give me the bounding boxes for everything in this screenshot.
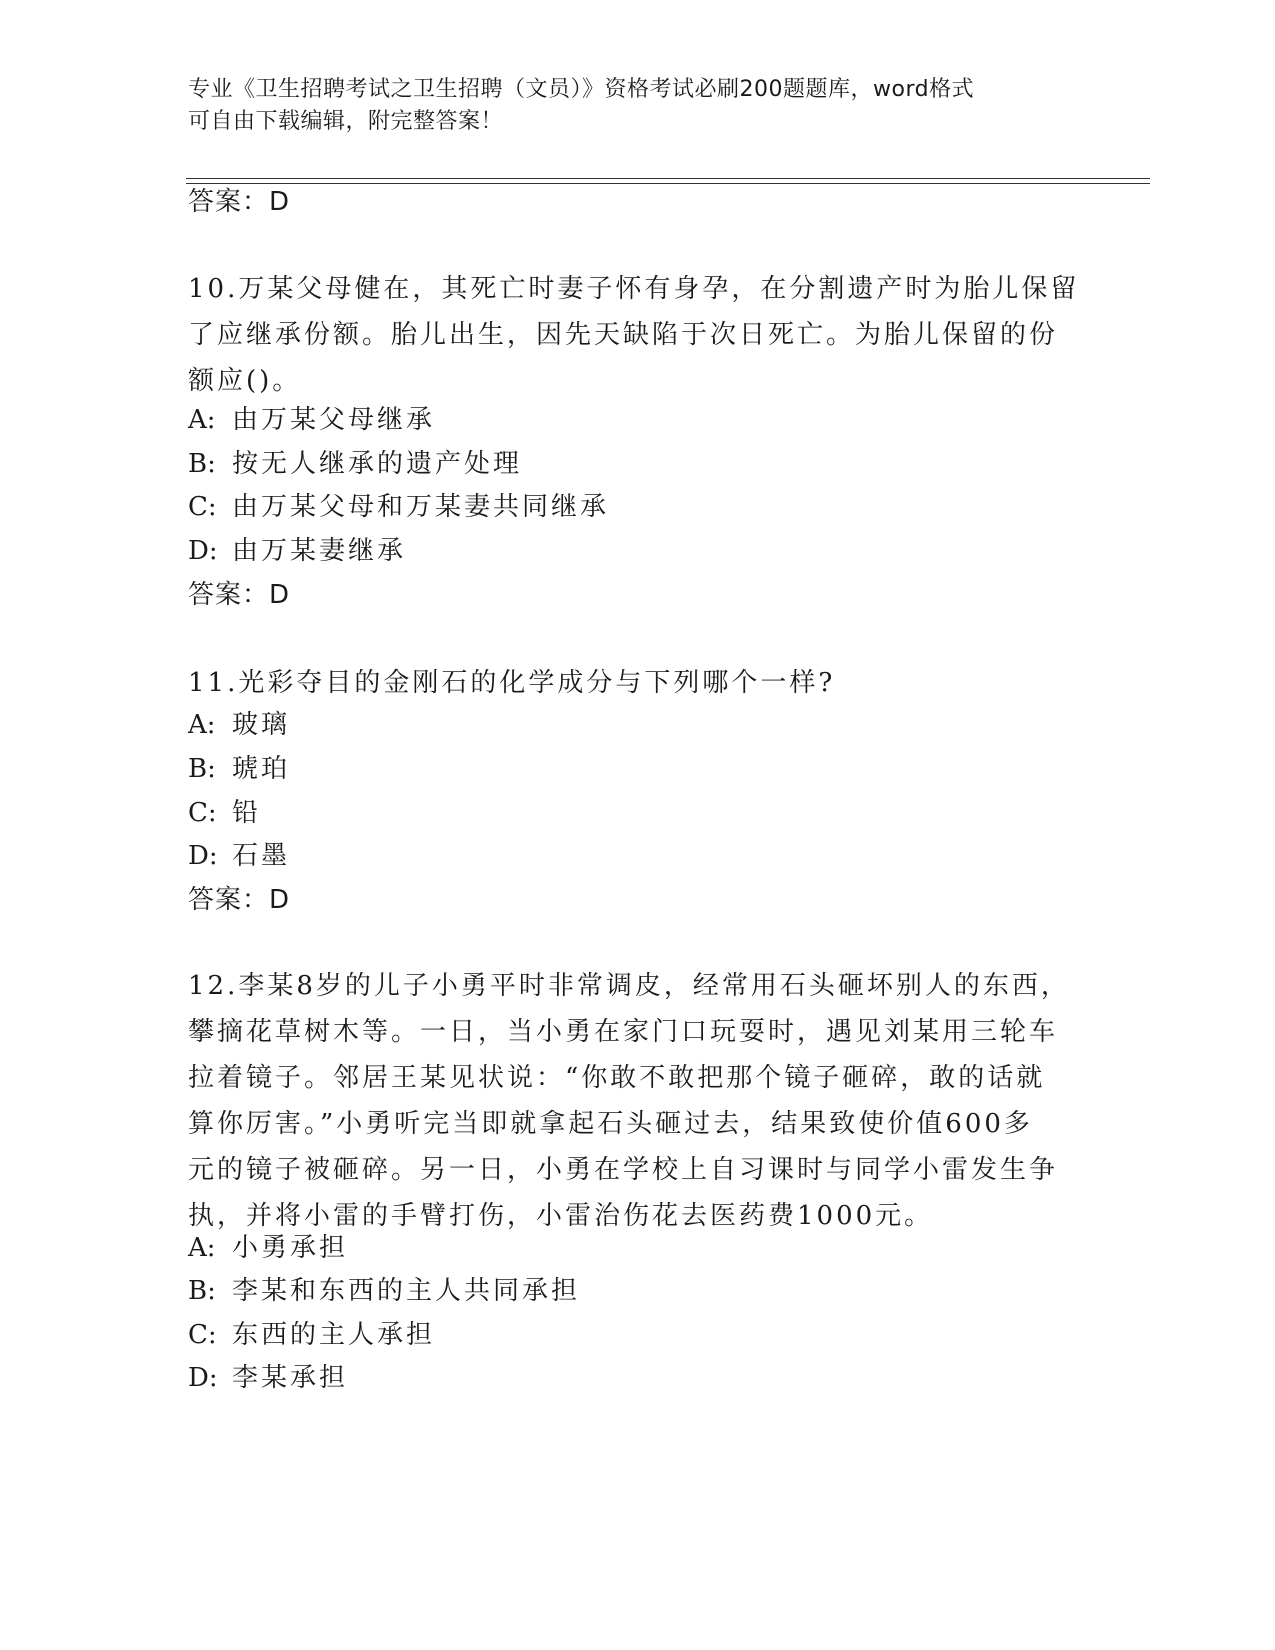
option-text: 由万某妻继承 (232, 536, 407, 566)
option-label: C: (188, 798, 217, 828)
question-10-option-b (188, 446, 522, 482)
option-text: 李某和东西的主人共同承担 (232, 1276, 581, 1306)
document-header (188, 74, 1088, 138)
option-label: D: (188, 841, 218, 871)
option-label: B: (188, 1276, 216, 1306)
question-12-line-5: 元的镜子被砸碎。另一日，小勇在学校上自习课时与同学小雷发生争 (188, 1155, 1059, 1185)
option-text: 李某承担 (232, 1363, 349, 1393)
question-12-line-1: 12.李某8岁的儿子小勇平时非常调皮，经常用石头砸坏别人的东西， (188, 971, 1070, 1001)
question-11-option-d (188, 838, 290, 874)
question-12-option-b (188, 1273, 580, 1309)
option-label: C: (188, 1320, 217, 1350)
question-10-line-3: 额应()。 (188, 366, 302, 396)
question-12-text (188, 963, 1070, 1239)
question-10-option-a (188, 402, 435, 438)
question-12-option-a (188, 1230, 348, 1266)
option-label: D: (188, 1363, 218, 1393)
question-12-line-3: 拉着镜子。邻居王某见状说：“你敢不敢把那个镜子砸碎，敢的话就 (188, 1063, 1046, 1093)
option-label: A: (188, 405, 216, 435)
header-divider-bottom (186, 183, 1150, 184)
question-10-option-d (188, 533, 406, 569)
option-label: B: (188, 754, 216, 784)
question-12-option-d (188, 1360, 348, 1396)
previous-answer: 答案：D (188, 187, 291, 217)
question-12-line-6: 执，并将小雷的手臂打伤，小雷治伤花去医药费1000元。 (188, 1201, 934, 1231)
option-label: A: (188, 710, 216, 740)
question-11-option-b (188, 751, 290, 787)
question-11-option-c (188, 795, 261, 831)
option-text: 玻璃 (232, 710, 291, 740)
question-12-line-4: 算你厉害。”小勇听完当即就拿起石头砸过去，结果致使价值600多 (188, 1109, 1033, 1139)
option-label: A: (188, 1233, 216, 1263)
header-line-1: 专业《卫生招聘考试之卫生招聘（文员）》资格考试必刷200题题库，word格式 (188, 77, 975, 102)
question-11-option-a (188, 707, 290, 743)
option-label: D: (188, 536, 218, 566)
question-10-option-c (188, 489, 609, 525)
option-text: 琥珀 (232, 754, 291, 784)
header-line-2: 可自由下载编辑，附完整答案！ (188, 109, 504, 134)
question-10-text (188, 266, 1079, 404)
question-11-text (188, 660, 835, 706)
option-text: 石墨 (232, 841, 291, 871)
option-label: B: (188, 449, 216, 479)
question-12-option-c (188, 1317, 435, 1353)
option-text: 由万某父母继承 (232, 405, 436, 435)
question-10-line-1: 10.万某父母健在，其死亡时妻子怀有身孕，在分割遗产时为胎儿保留 (188, 274, 1080, 304)
question-12-line-2: 攀摘花草树木等。一日，当小勇在家门口玩耍时，遇见刘某用三轮车 (188, 1017, 1059, 1047)
option-text: 铅 (232, 798, 262, 828)
question-11-line-1: 11.光彩夺目的金刚石的化学成分与下列哪个一样? (188, 668, 836, 698)
option-text: 由万某父母和万某妻共同继承 (232, 492, 610, 522)
question-10-answer: 答案：D (188, 580, 291, 610)
header-divider-top (186, 178, 1150, 179)
option-text: 按无人继承的遗产处理 (232, 449, 523, 479)
option-text: 东西的主人承担 (232, 1320, 436, 1350)
option-text: 小勇承担 (232, 1233, 349, 1263)
question-11-answer: 答案：D (188, 885, 291, 915)
option-label: C: (188, 492, 217, 522)
question-10-line-2: 了应继承份额。胎儿出生，因先天缺陷于次日死亡。为胎儿保留的份 (188, 320, 1059, 350)
